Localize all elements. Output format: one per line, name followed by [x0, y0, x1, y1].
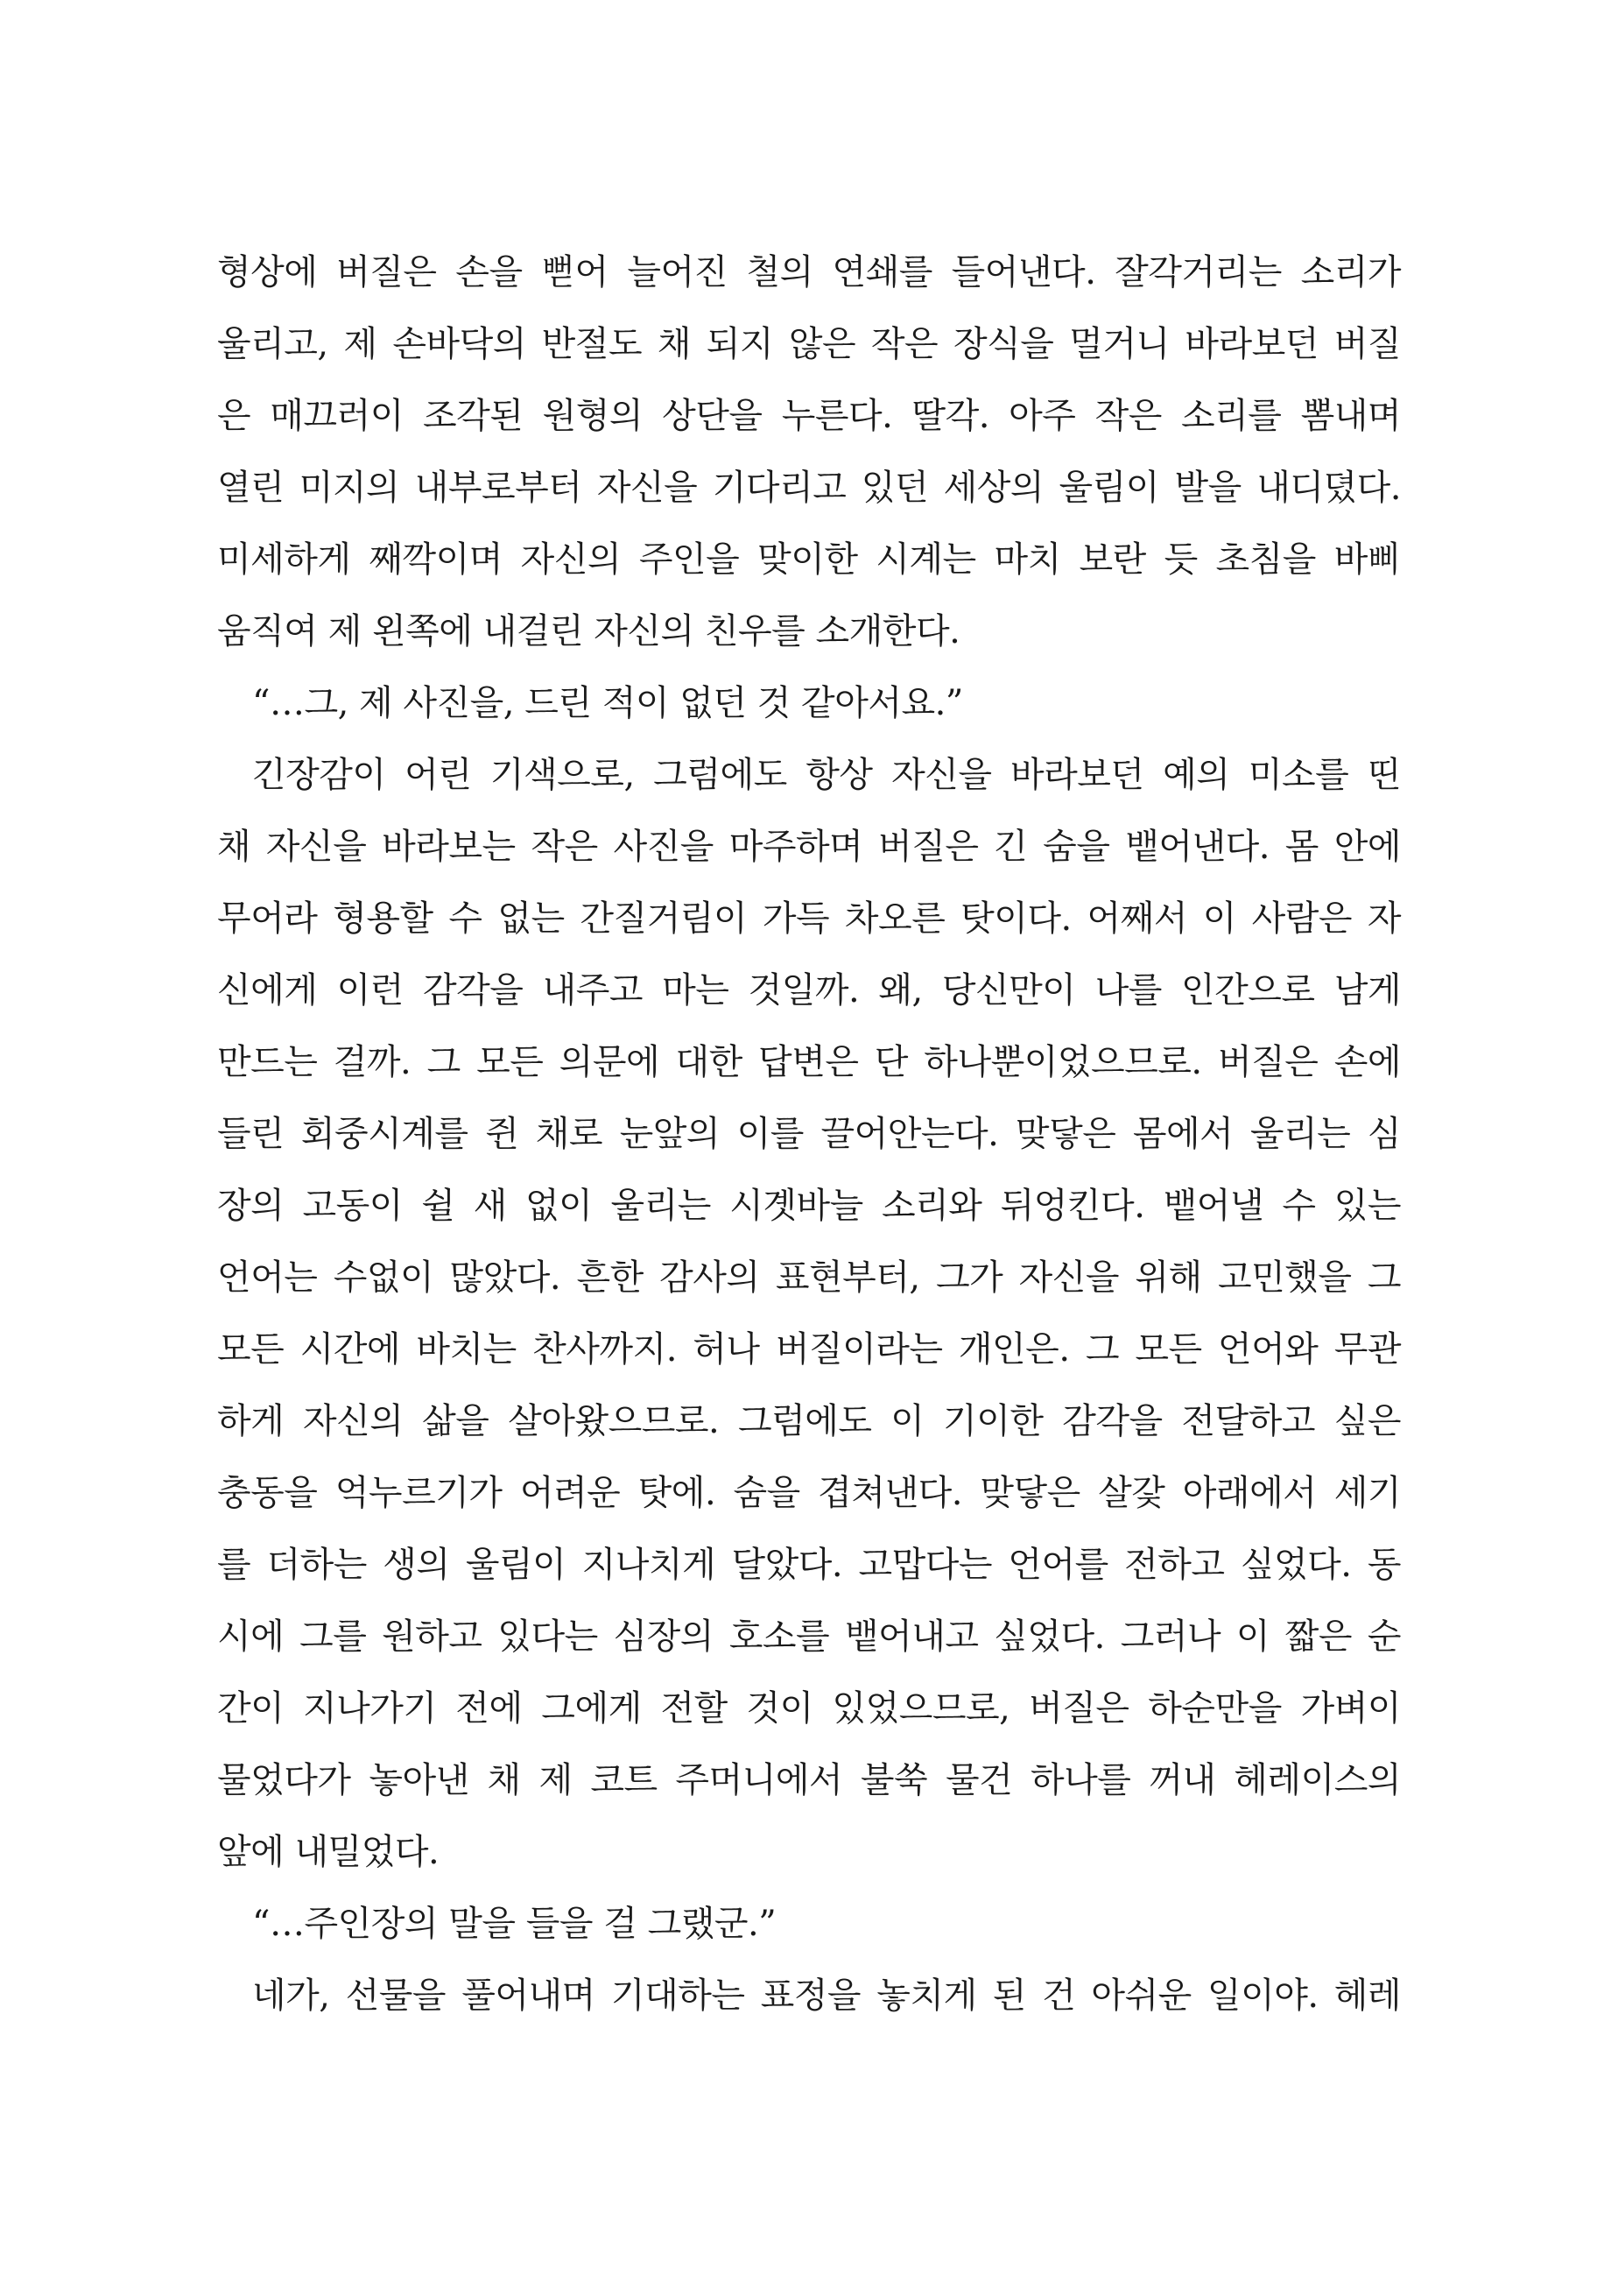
- text-line: 앞에 내밀었다.: [217, 1832, 440, 1872]
- body-text: [217, 236, 1401, 2032]
- text-line: “…그, 제 사진을, 드린 적이 없던 것 같아서요.”: [252, 683, 963, 723]
- text-line: 채 자신을 바라보는 작은 사진을 마주하며 버질은 긴 숨을 뱉어낸다. 몸 안에: [217, 827, 1401, 867]
- text-line: 물었다가 놓아낸 채 제 코트 주머니에서 불쑥 물건 하나를 꺼내 헤레이스의: [217, 1760, 1401, 1800]
- text-line: 울리고, 제 손바닥의 반절도 채 되지 않은 작은 장식을 멀거니 바라보던 버질: [217, 324, 1401, 364]
- text-line: 장의 고동이 쉴 새 없이 울리는 시곗바늘 소리와 뒤엉킨다. 뱉어낼 수 있는: [217, 1186, 1401, 1226]
- text-line: “…주인장의 말을 들을 걸 그랬군.”: [252, 1904, 777, 1944]
- text-line: 형상에 버질은 손을 뻗어 늘어진 철의 연쇄를 들어낸다. 잘각거리는 소리가: [217, 252, 1401, 292]
- text-line: 움직여 제 왼쪽에 내걸린 자신의 친우를 소개한다.: [217, 611, 960, 651]
- text-line: 네가, 선물을 풀어내며 기대하는 표정을 놓치게 된 건 아쉬운 일이야. 헤레: [252, 1976, 1401, 2016]
- text-line: 열린 미지의 내부로부터 자신을 기다리고 있던 세상의 울림이 발을 내디뎠다.: [217, 468, 1401, 508]
- text-line: 하게 자신의 삶을 살아왔으므로. 그럼에도 이 기이한 감각을 전달하고 싶은: [217, 1401, 1401, 1441]
- text-line: 언어는 수없이 많았다. 흔한 감사의 표현부터, 그가 자신을 위해 고민했을 그: [217, 1257, 1401, 1298]
- text-line: 긴장감이 어린 기색으로, 그럼에도 항상 자신을 바라보던 예의 미소를 띤: [252, 755, 1401, 795]
- text-line: 모든 시간에 바치는 찬사까지. 허나 버질이라는 개인은. 그 모든 언어와 무관: [217, 1329, 1401, 1370]
- text-line: 무어라 형용할 수 없는 간질거림이 가득 차오른 탓이다. 어째서 이 사람은 자: [217, 898, 1401, 939]
- text-line: 시에 그를 원하고 있다는 심장의 호소를 뱉어내고 싶었다. 그러나 이 짧은 순: [217, 1616, 1401, 1657]
- text-line: 를 더하는 생의 울림이 지나치게 달았다. 고맙다는 언어를 전하고 싶었다. 동: [217, 1545, 1401, 1585]
- text-line: 만드는 걸까. 그 모든 의문에 대한 답변은 단 하나뿐이었으므로. 버질은 손에: [217, 1042, 1401, 1082]
- text-line: 간이 지나가기 전에 그에게 전할 것이 있었으므로, 버질은 하순만을 가벼이: [217, 1688, 1401, 1729]
- text-line: 미세하게 째깍이며 자신의 주인을 맞이한 시계는 마치 보란 듯 초침을 바삐: [217, 539, 1401, 580]
- text-line: 충동을 억누르기가 어려운 탓에. 숨을 겹쳐낸다. 맞닿은 살갗 아래에서 세기: [217, 1473, 1401, 1513]
- text-line: 들린 회중시계를 쥔 채로 눈앞의 이를 끌어안는다. 맞닿은 몸에서 울리는 심: [217, 1114, 1401, 1154]
- text-line: 은 매끄러이 조각된 원형의 상단을 누른다. 딸각. 아주 작은 소리를 뽐내며: [217, 396, 1401, 436]
- text-line: 신에게 이런 감각을 내주고 마는 것일까. 왜, 당신만이 나를 인간으로 남게: [217, 970, 1401, 1011]
